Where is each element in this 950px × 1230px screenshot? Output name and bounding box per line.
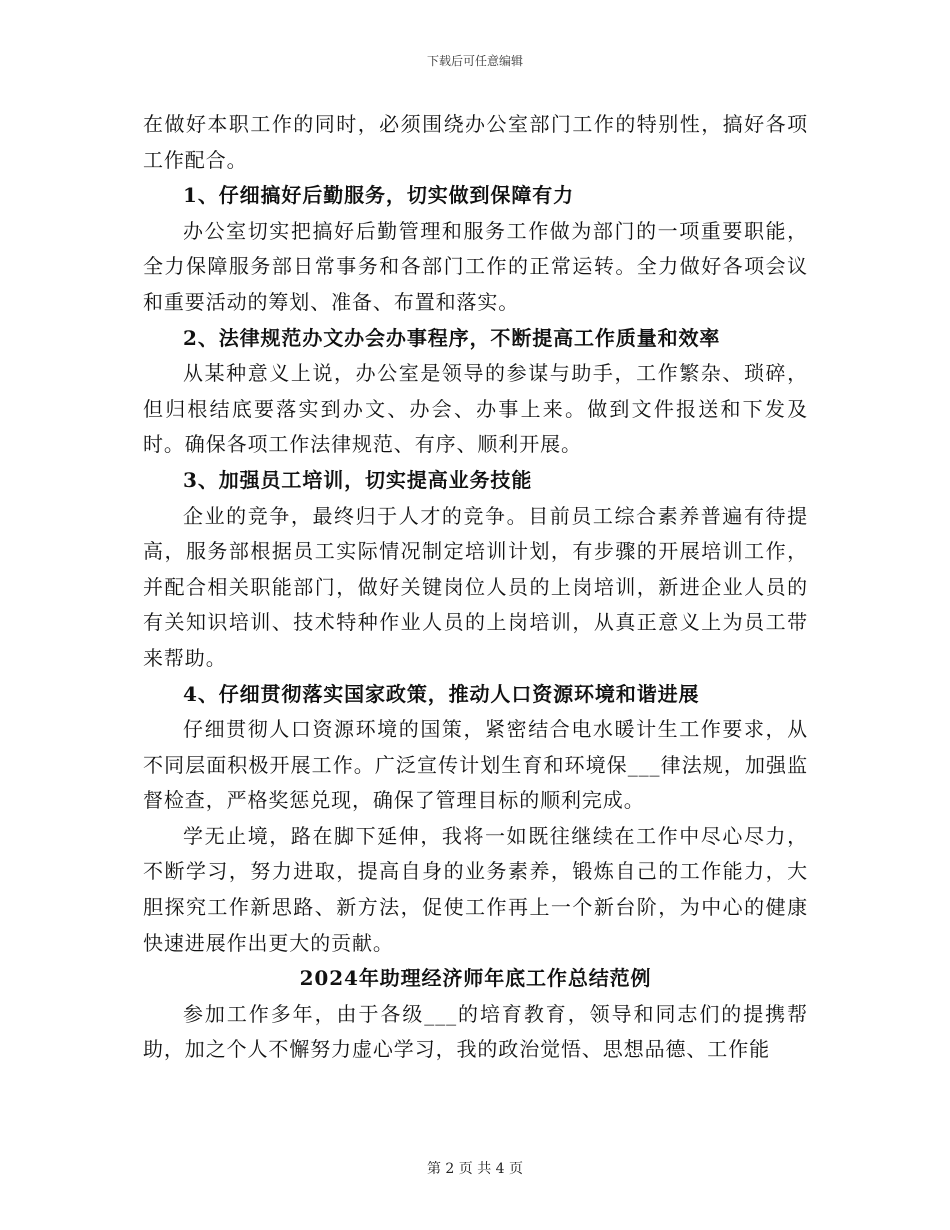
document-body <box>143 107 808 1068</box>
paragraph-4: 仔细贯彻人口资源环境的国策，紧密结合电水暖计生工作要求，从不同层面积极开展工作。广泛宣传计划生育和环境保___律法规，加强监督检查，严格奖惩兑现，确保了管理目标的顺利完成。 <box>143 717 808 813</box>
paragraph-intro: 在做好本职工作的同时，必须围绕办公室部门工作的特别性，搞好各项工作配合。 <box>143 112 808 172</box>
paragraph-6: 参加工作多年，由于各级___的培育教育，领导和同志们的提携帮助，加之个人不懈努力虚心学习，我的政治觉悟、思想品德、工作能 <box>143 1001 808 1062</box>
document-title: 2024年助理经济师年底工作总结范例 <box>299 966 652 991</box>
section-heading-2: 2、法律规范办文办会办事程序，不断提高工作质量和效率 <box>183 325 721 350</box>
section-heading-4: 4、仔细贯彻落实国家政策，推动人口资源环境和谐进展 <box>183 681 700 706</box>
paragraph-1: 办公室切实把搞好后勤管理和服务工作做为部门的一项重要职能，全力保障服务部日常事务和各部门工作的正常运转。全力做好各项会议和重要活动的筹划、准备、布置和落实。 <box>143 218 808 314</box>
paragraph-2: 从某种意义上说，办公室是领导的参谋与助手，工作繁杂、琐碎，但归根结底要落实到办文、办会、办事上来。做到文件报送和下发及时。确保各项工作法律规范、有序、顺利开展。 <box>143 361 808 457</box>
page-header: 下载后可任意编辑 <box>426 54 523 68</box>
page-number-footer: 第 2 页 共 4 页 <box>426 1161 524 1177</box>
section-heading-1: 1、仔细搞好后勤服务，切实做到保障有力 <box>183 183 575 208</box>
paragraph-3: 企业的竞争，最终归于人才的竞争。目前员工综合素养普遍有待提高，服务部根据员工实际情况制定培训计划，有步骤的开展培训工作，并配合相关职能部门，做好关键岗位人员的上岗培训，新进企业人员的有关知识培训、技术特种作业人员的上岗培训，从真正意义上为员工带来帮助。 <box>143 503 808 670</box>
section-heading-3: 3、加强员工培训，切实提高业务技能 <box>183 467 533 492</box>
paragraph-5: 学无止境，路在脚下延伸，我将一如既往继续在工作中尽心尽力，不断学习，努力进取，提高自身的业务素养，锻炼自己的工作能力，大胆探究工作新思路、新方法，促使工作再上一个新台阶，为中心的健康快速进展作出更大的贡献。 <box>143 823 808 955</box>
